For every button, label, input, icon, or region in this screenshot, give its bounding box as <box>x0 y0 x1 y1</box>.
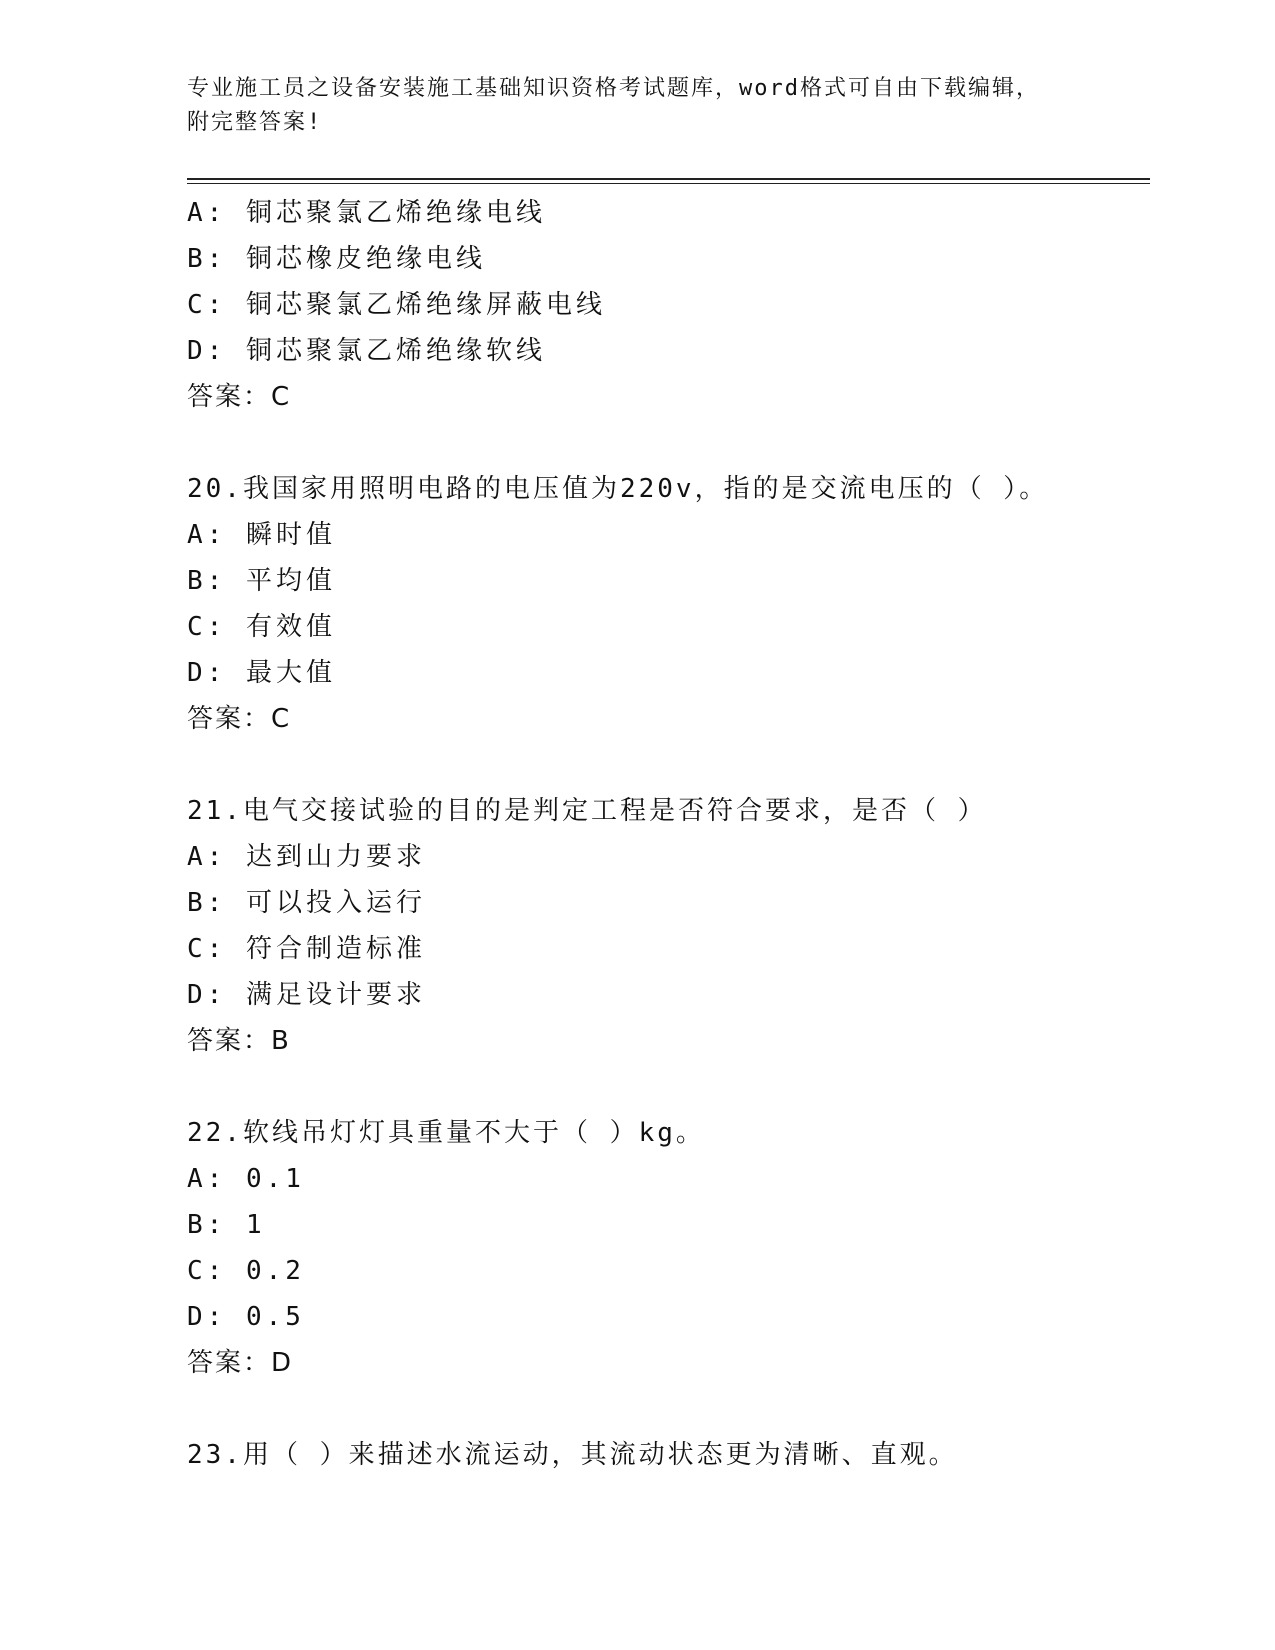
question-title: 22.软线吊灯灯具重量不大于（ ）kg。 <box>187 1118 705 1148</box>
answer: 答案：C <box>187 382 292 412</box>
question-22 <box>187 1110 1147 1386</box>
option-c: C: 0.2 <box>187 1256 305 1286</box>
option-b: B: 可以投入运行 <box>187 888 426 918</box>
question-title: 20.我国家用照明电路的电压值为220v，指的是交流电压的（ ）。 <box>187 474 1049 504</box>
option-b: B: 1 <box>187 1210 266 1240</box>
option-c: C: 符合制造标准 <box>187 934 426 964</box>
option-c: C: 铜芯聚氯乙烯绝缘屏蔽电线 <box>187 290 606 320</box>
question-title: 23.用（ ）来描述水流运动，其流动状态更为清晰、直观。 <box>187 1440 958 1470</box>
question-21 <box>187 788 1147 1064</box>
option-d: D: 铜芯聚氯乙烯绝缘软线 <box>187 336 546 366</box>
option-c: C: 有效值 <box>187 612 336 642</box>
option-d: D: 满足设计要求 <box>187 980 426 1010</box>
option-b: B: 铜芯橡皮绝缘电线 <box>187 244 486 274</box>
question-list <box>187 190 1147 1478</box>
option-d: D: 0.5 <box>187 1302 305 1332</box>
answer: 答案：C <box>187 704 292 734</box>
header-line-1: 专业施工员之设备安装施工基础知识资格考试题库，word格式可自由下载编辑， <box>187 76 1040 101</box>
answer: 答案：D <box>187 1348 294 1378</box>
header-divider <box>187 178 1150 184</box>
option-a: A: 铜芯聚氯乙烯绝缘电线 <box>187 198 546 228</box>
document-header <box>187 72 1087 140</box>
answer: 答案：B <box>187 1026 291 1056</box>
option-d: D: 最大值 <box>187 658 336 688</box>
header-line-2: 附完整答案! <box>187 110 323 135</box>
option-a: A: 0.1 <box>187 1164 305 1194</box>
option-a: A: 达到山力要求 <box>187 842 426 872</box>
question-19 <box>187 190 1147 420</box>
question-20 <box>187 466 1147 742</box>
option-a: A: 瞬时值 <box>187 520 336 550</box>
question-title: 21.电气交接试验的目的是判定工程是否符合要求，是否（ ） <box>187 796 987 826</box>
option-b: B: 平均值 <box>187 566 336 596</box>
question-23 <box>187 1432 1147 1478</box>
